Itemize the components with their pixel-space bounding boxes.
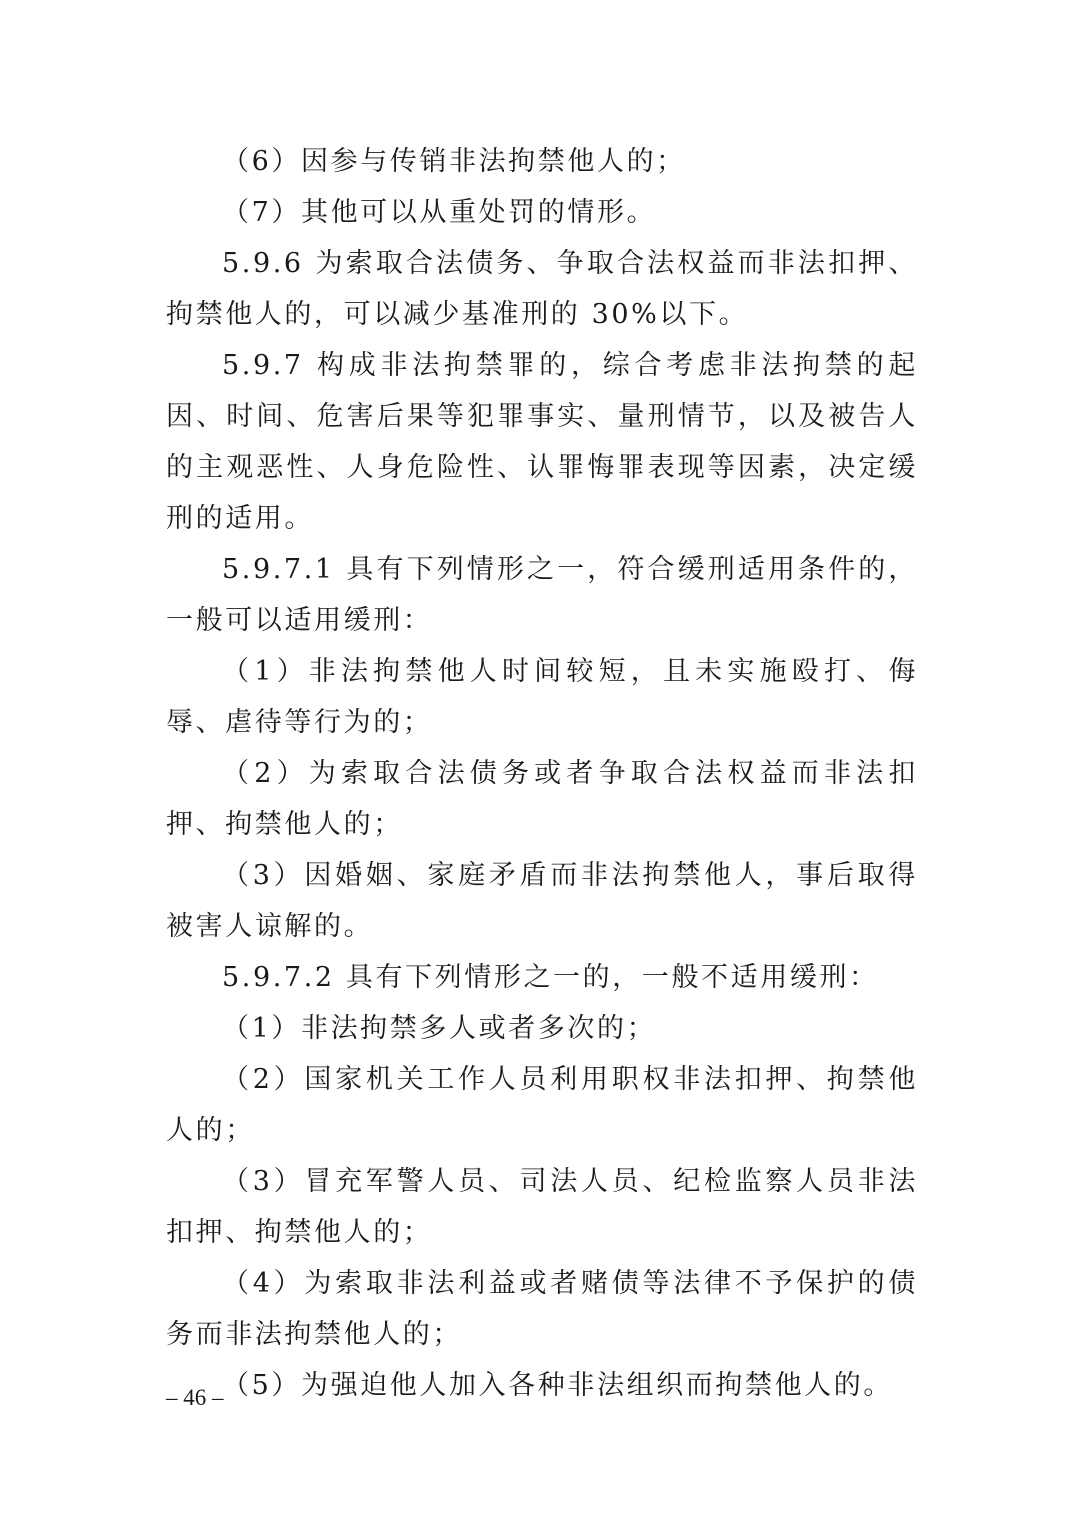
paragraph-5-9-7-2-item-2: （2）国家机关工作人员利用职权非法扣押、拘禁他人的； — [166, 1064, 918, 1146]
paragraph-5-9-7-1: 5.9.7.1 具有下列情形之一，符合缓刑适用条件的，一般可以适用缓刑： — [166, 554, 918, 636]
paragraph-item-6: （6）因参与传销非法拘禁他人的； — [222, 146, 686, 177]
paragraph-5-9-7-1-item-2: （2）为索取合法债务或者争取合法权益而非法扣押、拘禁他人的； — [166, 758, 918, 840]
document-body — [166, 136, 918, 1411]
paragraph-5-9-6: 5.9.6 为索取合法债务、争取合法权益而非法扣押、拘禁他人的，可以减少基准刑的 30%以下。 — [166, 248, 918, 330]
page-number: – 46 – — [166, 1385, 224, 1410]
paragraph-5-9-7-2-item-1: （1）非法拘禁多人或者多次的； — [222, 1013, 657, 1044]
paragraph-5-9-7-2-item-5: （5）为强迫他人加入各种非法组织而拘禁他人的。 — [222, 1370, 893, 1401]
paragraph-5-9-7-2-item-4: （4）为索取非法利益或者赌债等法律不予保护的债务而非法拘禁他人的； — [166, 1268, 918, 1350]
paragraph-5-9-7-1-item-3: （3）因婚姻、家庭矛盾而非法拘禁他人，事后取得被害人谅解的。 — [166, 860, 918, 942]
paragraph-5-9-7-1-item-1: （1）非法拘禁他人时间较短，且未实施殴打、侮辱、虐待等行为的； — [166, 656, 918, 738]
paragraph-5-9-7: 5.9.7 构成非法拘禁罪的，综合考虑非法拘禁的起因、时间、危害后果等犯罪事实、量刑情节，以及被告人的主观恶性、人身危险性、认罪悔罪表现等因素，决定缓刑的适用。 — [166, 350, 918, 534]
paragraph-5-9-7-2-item-3: （3）冒充军警人员、司法人员、纪检监察人员非法扣押、拘禁他人的； — [166, 1166, 918, 1248]
paragraph-5-9-7-2: 5.9.7.2 具有下列情形之一的，一般不适用缓刑： — [222, 962, 879, 993]
paragraph-item-7: （7）其他可以从重处罚的情形。 — [222, 197, 657, 228]
